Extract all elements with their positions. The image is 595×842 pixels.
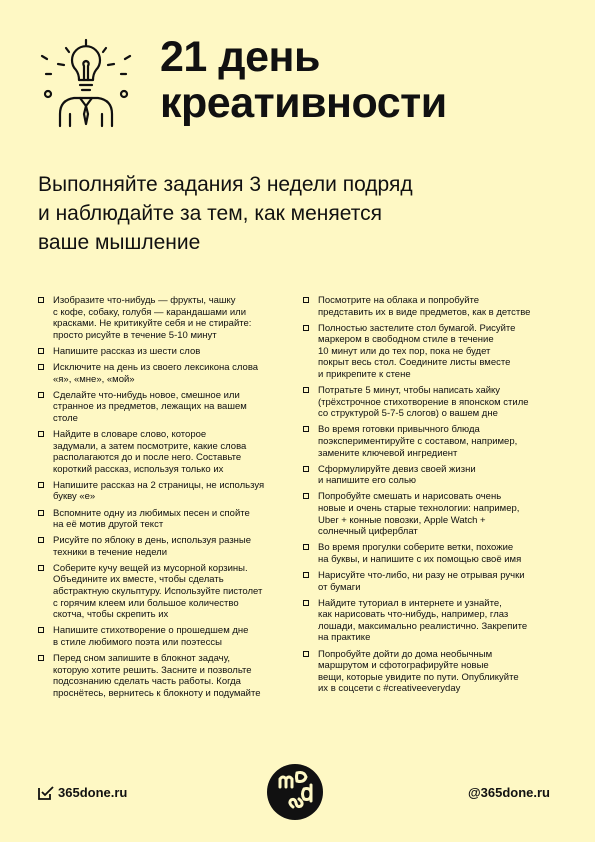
task-text-line: их в соцсети с #creativeeveryday — [318, 683, 461, 695]
task-text-line: букву «е» — [53, 491, 96, 503]
task-checkbox[interactable] — [38, 510, 44, 516]
task-text — [318, 649, 553, 695]
task-text-line: Перед сном запишите в блокнот задачу, — [53, 653, 231, 665]
title-line-1: 21 день — [160, 33, 320, 81]
task-text — [318, 598, 553, 644]
task-text-line: подсознанию сделать часть работы. Когда — [53, 676, 241, 688]
task-text-line: Напишите стихотворение о прошедшем дне — [53, 625, 249, 637]
task-text-line: Вспомните одну из любимых песен и спойте — [53, 507, 250, 519]
task-text-line: Во время готовки привычного блюда — [318, 424, 480, 436]
task-checkbox[interactable] — [38, 655, 44, 661]
task-text-line: маршрутом и сфотографируйте новые — [318, 660, 489, 672]
task-text-line: (трёхстрочное стихотворение в японском стиле — [318, 396, 529, 408]
task-text-line: покрыт весь стол. Соедините листы вместе — [318, 357, 511, 369]
task-text — [53, 362, 288, 385]
task-text — [318, 295, 553, 318]
task-checkbox[interactable] — [303, 493, 309, 499]
task-text-line: с кофе, собаку, голубя — карандашами или — [53, 306, 247, 318]
task-text-line: Попробуйте смешать и нарисовать очень — [318, 491, 502, 503]
subtitle-line-1: Выполняйте задания 3 недели подряд — [38, 173, 413, 196]
task-text-line: замените ключевой ингредиент — [318, 447, 458, 459]
task-checkbox[interactable] — [38, 627, 44, 633]
task-text-line: столе — [53, 412, 78, 424]
task-text — [53, 535, 288, 558]
task-checkbox[interactable] — [38, 537, 44, 543]
task-text — [53, 563, 288, 621]
task-text-line: в стиле любимого поэта или поэтессы — [53, 636, 222, 648]
task-checkbox[interactable] — [38, 431, 44, 437]
lightbulb-person-icon — [38, 36, 134, 132]
task-text-line: Изобразите что-нибудь — фрукты, чашку — [53, 295, 236, 306]
task-text-line: красками. Не критикуйте себя и не стирайте: — [53, 318, 252, 330]
task-checkbox[interactable] — [38, 565, 44, 571]
task-text-line: как нарисовать что-нибудь, например, глаз — [318, 609, 509, 621]
task-checkbox[interactable] — [303, 466, 309, 472]
task-text-line: со структурой 5-7-5 слогов) о вашем дне — [318, 408, 498, 420]
task-text-line: Найдите туториал в интернете и узнайте, — [318, 597, 502, 609]
task-text-line: Объедините их вместе, чтобы сделать — [53, 574, 224, 586]
task-checkbox[interactable] — [303, 651, 309, 657]
subtitle-line-2: и наблюдайте за тем, как меняется — [38, 202, 383, 225]
task-item — [303, 323, 553, 381]
task-text-line: которую хотите решить. Засните и позвольте — [53, 664, 252, 676]
task-checkbox[interactable] — [38, 297, 44, 303]
task-list-left — [38, 295, 288, 704]
task-text-line: лошади, максимально реалистично. Закрепите — [318, 620, 528, 632]
task-text-line: проснётесь, вернитесь к блокноту и подумайте — [53, 687, 261, 699]
task-text-line: Полностью застелите стол бумагой. Рисуйте — [318, 322, 516, 334]
title-line-2: креативности — [160, 79, 447, 127]
task-text — [53, 390, 288, 425]
task-checkbox[interactable] — [38, 348, 44, 354]
task-text-line: Найдите в словаре слово, которое — [53, 428, 207, 440]
task-text-line: Uber + конные повозки, Apple Watch + — [318, 514, 486, 526]
task-text-line: скотча, чтобы скрепить их — [53, 609, 169, 621]
task-item — [38, 563, 288, 621]
task-list-right — [303, 295, 553, 699]
task-item — [303, 464, 553, 487]
task-item — [38, 362, 288, 385]
task-text — [318, 491, 553, 537]
task-text — [318, 323, 553, 381]
task-text-line: просто рисуйте в течение 5-10 минут — [53, 329, 217, 341]
footer-social-handle[interactable] — [468, 785, 550, 800]
task-item — [38, 429, 288, 475]
task-text-line: и прикрепите к стене — [318, 369, 411, 381]
task-text — [318, 570, 553, 593]
task-text-line: и напишите его солью — [318, 475, 417, 487]
subtitle — [38, 170, 518, 257]
task-text-line: на практике — [318, 632, 371, 644]
task-text-line: маркером в свободном стиле в течение — [318, 334, 494, 346]
task-item — [303, 542, 553, 565]
task-text — [53, 429, 288, 475]
task-text — [53, 508, 288, 531]
task-text-line: задумали, а затем посмотрите, какие слова — [53, 440, 247, 452]
task-text-line: Рисуйте по яблоку в день, используя разные — [53, 535, 252, 547]
task-checkbox[interactable] — [38, 364, 44, 370]
task-item — [303, 570, 553, 593]
task-text-line: на буквы, и напишите с их помощью своё имя — [318, 553, 522, 565]
task-checkbox[interactable] — [303, 297, 309, 303]
task-item — [38, 346, 288, 358]
page-title — [160, 34, 447, 126]
task-text-line: Посмотрите на облака и попробуйте — [318, 295, 480, 306]
task-checkbox[interactable] — [38, 392, 44, 398]
task-text — [318, 542, 553, 565]
task-text-line: странное из предметов, лежащих на вашем — [53, 401, 247, 413]
task-text — [53, 295, 288, 341]
task-checkbox[interactable] — [303, 387, 309, 393]
task-text-line: Соберите кучу вещей из мусорной корзины. — [53, 562, 248, 574]
task-item — [38, 653, 288, 699]
task-text-line: с горячим клеем или большое количество — [53, 597, 239, 609]
task-item — [38, 625, 288, 648]
task-text-line: вещи, которые увидите по пути. Опубликуйте — [318, 671, 519, 683]
task-text-line: Нарисуйте что-либо, ни разу не отрывая ручки — [318, 569, 525, 581]
task-checkbox[interactable] — [303, 600, 309, 606]
task-text-line: от бумаги — [318, 581, 361, 593]
subtitle-line-3: ваше мышление — [38, 231, 201, 254]
task-text-line: располагаются до и после него. Составьте — [53, 452, 242, 464]
task-checkbox[interactable] — [303, 426, 309, 432]
task-item — [38, 535, 288, 558]
task-item — [38, 480, 288, 503]
task-text-line: техники в течение недели — [53, 546, 168, 558]
task-text — [318, 464, 553, 487]
task-text — [53, 346, 288, 358]
task-text-line: новые и очень старые технологии: например, — [318, 503, 520, 514]
task-item — [38, 390, 288, 425]
mads-logo-icon — [266, 763, 324, 821]
task-text — [318, 385, 553, 420]
task-text-line: Сформулируйте девиз своей жизни — [318, 463, 476, 475]
task-item — [38, 295, 288, 341]
task-text-line: Исключите на день из своего лексикона слова — [53, 361, 259, 373]
task-checkbox[interactable] — [38, 482, 44, 488]
task-item — [303, 385, 553, 420]
task-text-line: Напишите рассказ на 2 страницы, не используя — [53, 479, 265, 491]
task-text-line: на её мотив другой текст — [53, 519, 164, 531]
task-text-line: 10 минут или до тех пор, пока не будет — [318, 345, 491, 357]
task-text-line: Потратьте 5 минут, чтобы написать хайку — [318, 385, 501, 397]
task-text-line: поэкспериментируйте с составом, например, — [318, 436, 518, 448]
task-text-line: Во время прогулки соберите ветки, похожие — [318, 542, 514, 554]
task-text — [53, 653, 288, 699]
task-text-line: «я», «мне», «мой» — [53, 373, 135, 385]
task-text-line: Попробуйте дойти до дома необычным — [318, 648, 493, 660]
task-text-line: короткий рассказ, используя только их — [53, 463, 224, 475]
task-item — [303, 295, 553, 318]
task-text-line: солнечный циферблат — [318, 526, 418, 538]
footer-site-link[interactable] — [38, 785, 127, 800]
task-text — [318, 424, 553, 459]
footer-right-text: @365done.ru — [467, 785, 550, 800]
task-checkbox[interactable] — [303, 544, 309, 550]
footer-left-text: 365done.ru — [58, 785, 128, 800]
task-text — [53, 480, 288, 503]
task-text-line: абстрактную скульптуру. Используйте пистолет — [53, 586, 263, 598]
task-checkbox[interactable] — [303, 325, 309, 331]
task-item — [303, 598, 553, 644]
task-text-line: представить их в виде предметов, как в детстве — [318, 306, 531, 318]
task-text-line: Сделайте что-нибудь новое, смешное или — [53, 389, 240, 401]
task-item — [38, 508, 288, 531]
task-text — [53, 625, 288, 648]
task-text-line: Напишите рассказ из шести слов — [53, 345, 201, 357]
task-item — [303, 424, 553, 459]
task-item — [303, 649, 553, 695]
task-checkbox[interactable] — [303, 572, 309, 578]
task-item — [303, 491, 553, 537]
checkmark-box-icon — [38, 786, 54, 800]
